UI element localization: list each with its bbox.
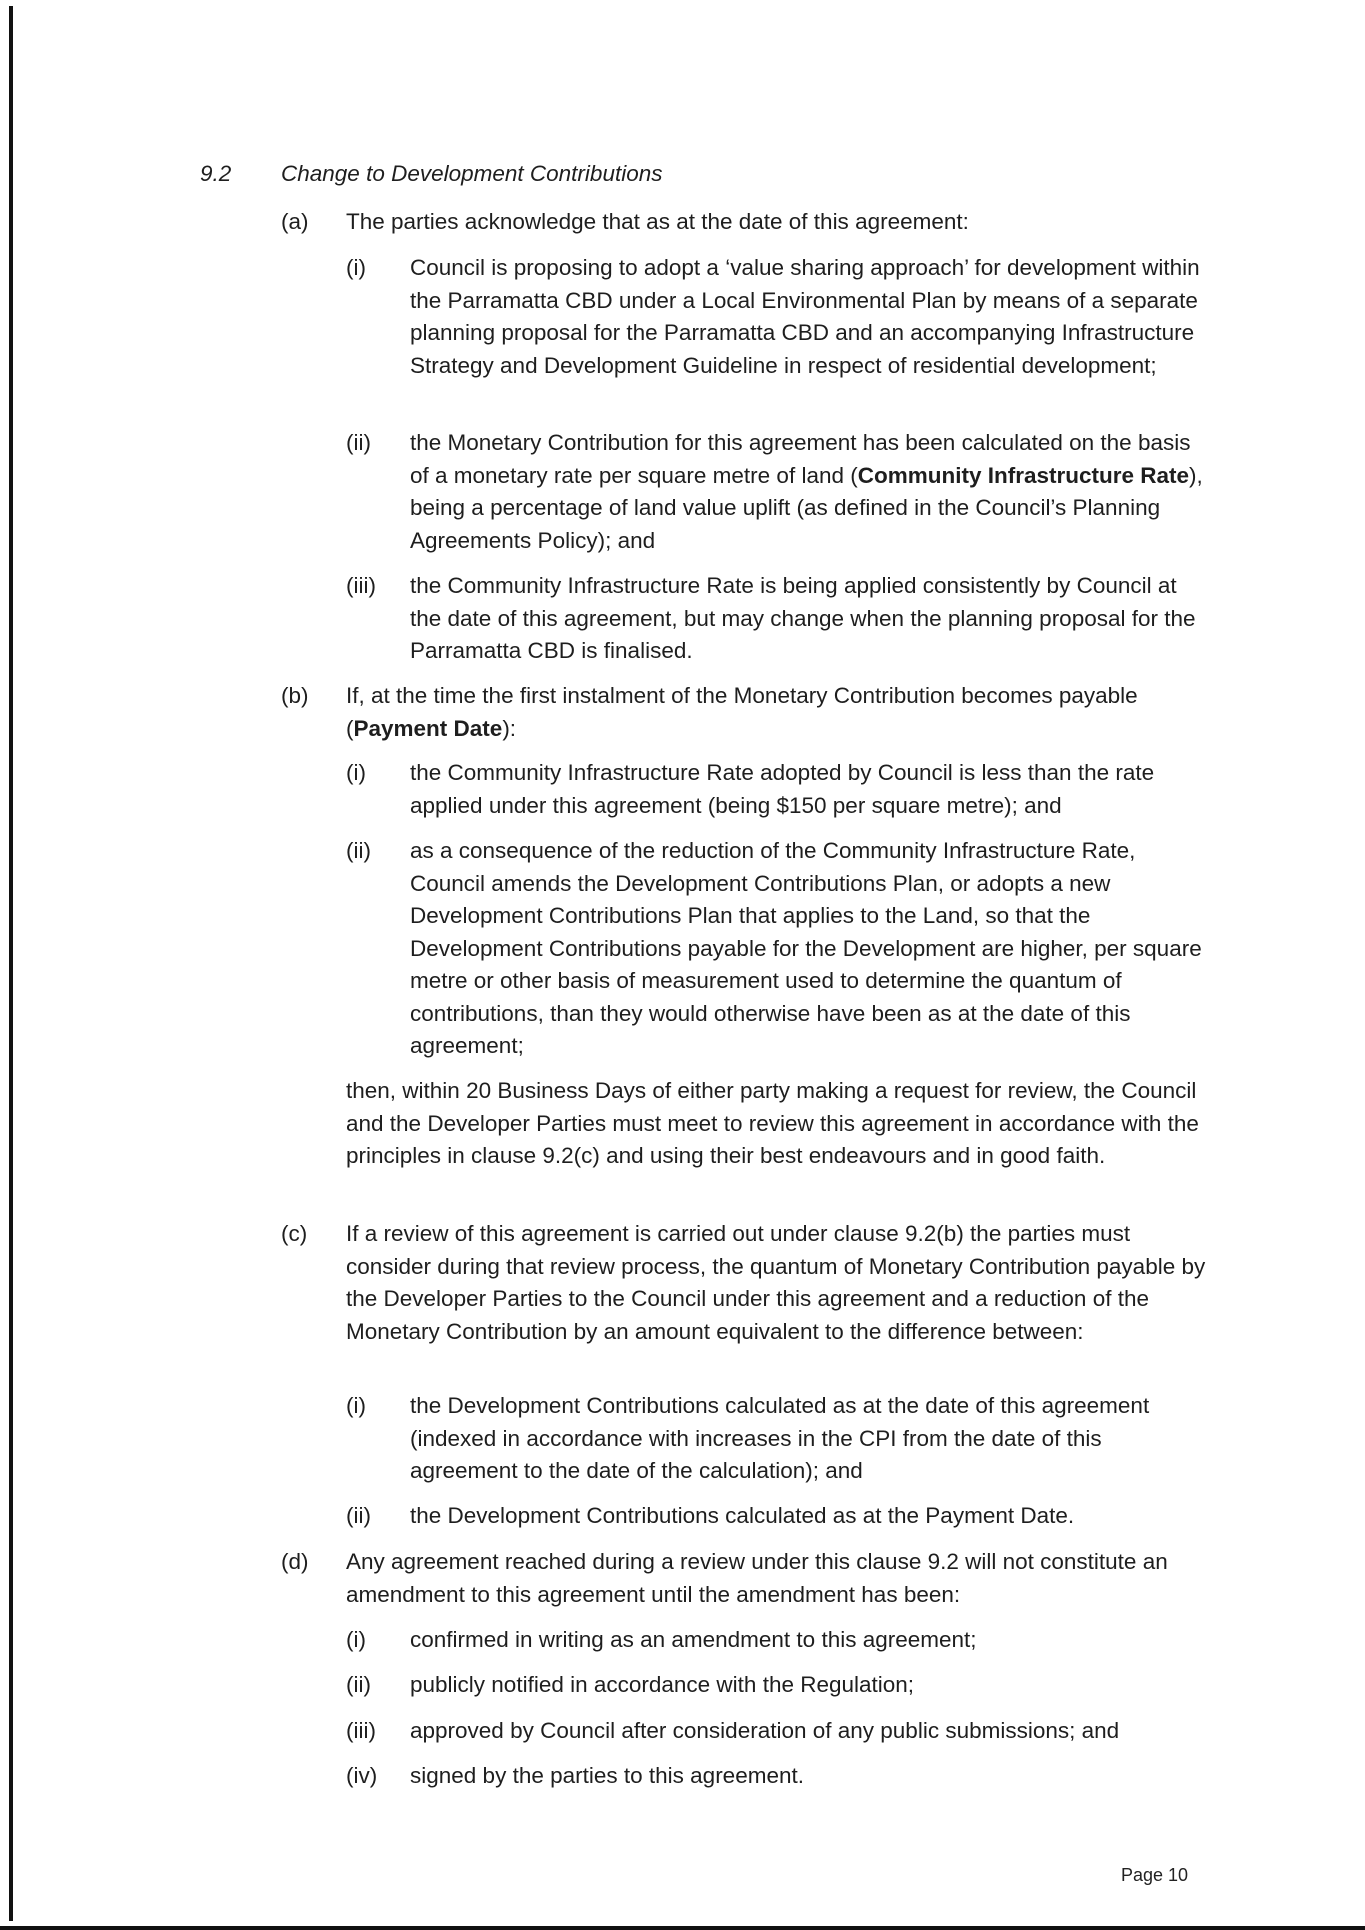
clause-a-i-text: Council is proposing to adopt a ‘value sharing approach’ for development within the Parramatta CBD under a Local Environmental Plan by means of a separate planning proposal for the Parramatta CBD and an accompanying Infrastructure Strategy and Development Guideline in respect of residential development; — [410, 255, 1200, 378]
clause-d-i-label: (i) — [346, 1627, 366, 1652]
clause-d-ii-label: (ii) — [346, 1672, 371, 1697]
clause-b-label: (b) — [281, 683, 309, 708]
clause-a-ii-label: (ii) — [346, 430, 371, 455]
clause-b-text-after: ): — [502, 715, 517, 741]
section-title: Change to Development Contributions — [281, 161, 663, 186]
clause-b-ii-label: (ii) — [346, 838, 371, 863]
clause-d-iii-label: (iii) — [346, 1718, 376, 1743]
defined-term-payment-date: Payment Date — [353, 715, 503, 741]
clause-a-i-label: (i) — [346, 255, 366, 280]
clause-a-ii-text-before: the Monetary Contribution for this agreement has been calculated on the basis of a monetary rate per square metre of land ( — [410, 430, 1191, 488]
clause-c-label: (c) — [281, 1221, 308, 1246]
clause-b-text — [346, 680, 1207, 745]
clause-b-tail: then, within 20 Business Days of either party making a request for review, the Council and the Developer Parties must meet to review this agreement in accordance with the principles in clause 9.2(c) and using their best endeavours and in good faith. — [346, 1078, 1199, 1168]
clause-c-text: If a review of this agreement is carried out under clause 9.2(b) the parties must consider during that review process, the quantum of Monetary Contribution payable by the Developer Parties to the Council under this agreement and a reduction of the Monetary Contribution by an amount equivalent to the difference between: — [346, 1221, 1206, 1344]
clause-a-ii-text — [410, 427, 1207, 557]
clause-d-iv-label: (iv) — [346, 1763, 378, 1788]
clause-a-ii-text-after: ), being a percentage of land value uplift (as defined in the Council’s Planning Agreements Policy); and — [410, 462, 1203, 553]
clause-c-ii-text: the Development Contributions calculated as at the Payment Date. — [410, 1503, 1075, 1528]
clause-d-text: Any agreement reached during a review under this clause 9.2 will not constitute an amendment to this agreement until the amendment has been: — [346, 1549, 1168, 1607]
clause-a-iii-label: (iii) — [346, 573, 376, 598]
clause-d-ii-text: publicly notified in accordance with the Regulation; — [410, 1672, 915, 1697]
clause-b-i-label: (i) — [346, 760, 366, 785]
clause-a-text: The parties acknowledge that as at the date of this agreement: — [346, 209, 969, 234]
clause-c-i-label: (i) — [346, 1393, 366, 1418]
scan-edge-left — [9, 6, 13, 1921]
clause-d-iii-text: approved by Council after consideration of any public submissions; and — [410, 1718, 1120, 1743]
page-number: Page 10 — [1121, 1865, 1189, 1885]
clause-b-text-before: If, at the time the first instalment of the Monetary Contribution becomes payable ( — [346, 683, 1138, 741]
section-number: 9.2 — [200, 161, 232, 186]
clause-c-i-text: the Development Contributions calculated as at the date of this agreement (indexed in accordance with increases in the CPI from the date of this agreement to the date of the calculation); and — [410, 1393, 1150, 1483]
scan-edge-bottom — [0, 1926, 1365, 1930]
clause-b-i-text: the Community Infrastructure Rate adopted by Council is less than the rate applied under this agreement (being $150 per square metre); and — [410, 760, 1155, 818]
defined-term-community-infrastructure-rate: Community Infrastructure Rate — [857, 462, 1190, 488]
clause-d-i-text: confirmed in writing as an amendment to this agreement; — [410, 1627, 977, 1652]
clause-d-label: (d) — [281, 1549, 309, 1574]
clause-c-ii-label: (ii) — [346, 1503, 371, 1528]
clause-a-iii-text: the Community Infrastructure Rate is being applied consistently by Council at the date of this agreement, but may change when the planning proposal for the Parramatta CBD is finalised. — [410, 573, 1196, 663]
clause-b-ii-text: as a consequence of the reduction of the Community Infrastructure Rate, Council amends the Development Contributions Plan, or adopts a new Development Contributions Plan that applies to the Land, so that the Development Contributions payable for the Development are higher, per square metre or other basis of measurement used to determine the quantum of contributions, than they would otherwise have been as at the date of this agreement; — [410, 838, 1202, 1058]
clause-d-iv-text: signed by the parties to this agreement. — [410, 1763, 804, 1788]
clause-a-label: (a) — [281, 209, 309, 234]
